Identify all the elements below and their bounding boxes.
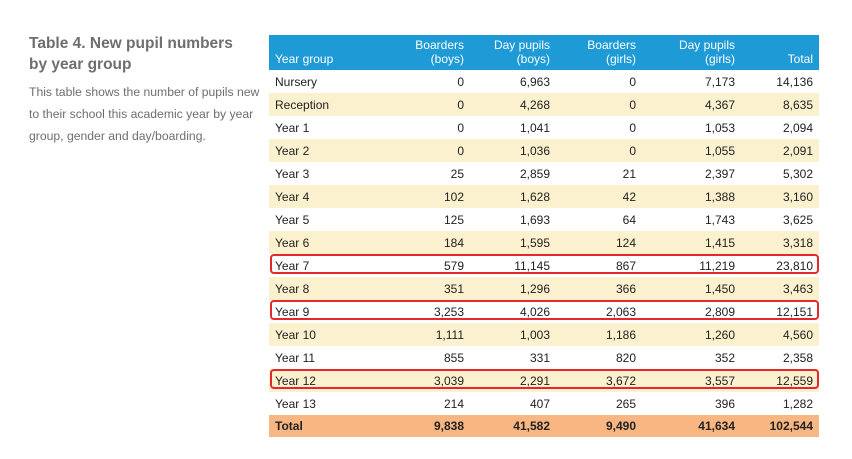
value-cell: 1,003 bbox=[470, 323, 556, 346]
year-group-cell: Year 13 bbox=[269, 392, 373, 415]
year-group-cell: Year 3 bbox=[269, 162, 373, 185]
table-row bbox=[269, 323, 819, 346]
header-label: Boarders bbox=[415, 38, 464, 52]
value-cell: 396 bbox=[642, 392, 741, 415]
value-cell: 3,557 bbox=[642, 369, 741, 392]
pupil-numbers-table bbox=[269, 35, 819, 437]
table-row bbox=[269, 254, 819, 277]
value-cell: 25 bbox=[373, 162, 470, 185]
value-cell: 0 bbox=[373, 139, 470, 162]
value-cell: 2,358 bbox=[741, 346, 819, 369]
table-row bbox=[269, 346, 819, 369]
value-cell: 4,268 bbox=[470, 93, 556, 116]
year-group-cell: Nursery bbox=[269, 70, 373, 93]
year-group-cell: Year 5 bbox=[269, 208, 373, 231]
caption-description: This table shows the number of pupils new to their school this academic year by year group, gender and day/boarding. bbox=[29, 85, 260, 143]
year-group-cell: Year 6 bbox=[269, 231, 373, 254]
value-cell: 3,039 bbox=[373, 369, 470, 392]
total-value-cell: 9,838 bbox=[373, 415, 470, 437]
year-group-cell: Year 2 bbox=[269, 139, 373, 162]
value-cell: 7,173 bbox=[642, 70, 741, 93]
table-header-row bbox=[269, 35, 819, 70]
value-cell: 579 bbox=[373, 254, 470, 277]
year-group-cell: Year 12 bbox=[269, 369, 373, 392]
value-cell: 64 bbox=[556, 208, 642, 231]
value-cell: 125 bbox=[373, 208, 470, 231]
value-cell: 2,859 bbox=[470, 162, 556, 185]
value-cell: 3,463 bbox=[741, 277, 819, 300]
value-cell: 11,145 bbox=[470, 254, 556, 277]
table-row bbox=[269, 208, 819, 231]
value-cell: 4,560 bbox=[741, 323, 819, 346]
value-cell: 2,091 bbox=[741, 139, 819, 162]
value-cell: 2,809 bbox=[642, 300, 741, 323]
value-cell: 4,026 bbox=[470, 300, 556, 323]
header-label: Year group bbox=[275, 52, 334, 66]
table-caption bbox=[29, 33, 261, 147]
total-value-cell: 102,544 bbox=[741, 415, 819, 437]
total-value-cell: 41,582 bbox=[470, 415, 556, 437]
table-row bbox=[269, 300, 819, 323]
value-cell: 124 bbox=[556, 231, 642, 254]
value-cell: 1,282 bbox=[741, 392, 819, 415]
year-group-cell: Year 8 bbox=[269, 277, 373, 300]
table-row bbox=[269, 392, 819, 415]
year-group-cell: Reception bbox=[269, 93, 373, 116]
table-row bbox=[269, 185, 819, 208]
value-cell: 42 bbox=[556, 185, 642, 208]
year-group-cell: Year 1 bbox=[269, 116, 373, 139]
header-label: Day pupils bbox=[678, 38, 735, 52]
value-cell: 0 bbox=[556, 139, 642, 162]
value-cell: 21 bbox=[556, 162, 642, 185]
caption-title-line1: Table 4. New pupil numbers bbox=[29, 35, 233, 52]
header-total bbox=[741, 35, 819, 70]
header-sublabel: (girls) bbox=[705, 52, 735, 66]
header-boarders-boys bbox=[373, 35, 470, 70]
value-cell: 1,415 bbox=[642, 231, 741, 254]
value-cell: 820 bbox=[556, 346, 642, 369]
total-value-cell: 41,634 bbox=[642, 415, 741, 437]
value-cell: 2,063 bbox=[556, 300, 642, 323]
value-cell: 14,136 bbox=[741, 70, 819, 93]
value-cell: 352 bbox=[642, 346, 741, 369]
header-boarders-girls bbox=[556, 35, 642, 70]
caption-title-line2: by year group bbox=[29, 56, 132, 73]
header-sublabel: (boys) bbox=[430, 52, 464, 66]
table-row bbox=[269, 162, 819, 185]
value-cell: 12,559 bbox=[741, 369, 819, 392]
value-cell: 8,635 bbox=[741, 93, 819, 116]
value-cell: 1,260 bbox=[642, 323, 741, 346]
table-row bbox=[269, 139, 819, 162]
table-row bbox=[269, 116, 819, 139]
table-row bbox=[269, 231, 819, 254]
year-group-cell: Year 11 bbox=[269, 346, 373, 369]
value-cell: 0 bbox=[373, 70, 470, 93]
value-cell: 1,053 bbox=[642, 116, 741, 139]
value-cell: 11,219 bbox=[642, 254, 741, 277]
value-cell: 0 bbox=[373, 93, 470, 116]
value-cell: 214 bbox=[373, 392, 470, 415]
value-cell: 1,041 bbox=[470, 116, 556, 139]
header-sublabel: (boys) bbox=[516, 52, 550, 66]
value-cell: 1,036 bbox=[470, 139, 556, 162]
value-cell: 1,628 bbox=[470, 185, 556, 208]
value-cell: 0 bbox=[556, 70, 642, 93]
value-cell: 3,672 bbox=[556, 369, 642, 392]
value-cell: 0 bbox=[373, 116, 470, 139]
value-cell: 102 bbox=[373, 185, 470, 208]
year-group-cell: Year 4 bbox=[269, 185, 373, 208]
header-label: Boarders bbox=[587, 38, 636, 52]
year-group-cell: Year 9 bbox=[269, 300, 373, 323]
value-cell: 1,388 bbox=[642, 185, 741, 208]
header-day-pupils-boys bbox=[470, 35, 556, 70]
value-cell: 1,595 bbox=[470, 231, 556, 254]
table-row bbox=[269, 369, 819, 392]
value-cell: 265 bbox=[556, 392, 642, 415]
value-cell: 1,055 bbox=[642, 139, 741, 162]
value-cell: 2,094 bbox=[741, 116, 819, 139]
value-cell: 2,291 bbox=[470, 369, 556, 392]
total-value-cell: 9,490 bbox=[556, 415, 642, 437]
value-cell: 5,302 bbox=[741, 162, 819, 185]
header-label: Total bbox=[787, 52, 813, 66]
value-cell: 6,963 bbox=[470, 70, 556, 93]
value-cell: 12,151 bbox=[741, 300, 819, 323]
table-row bbox=[269, 93, 819, 116]
table-total-row bbox=[269, 415, 819, 437]
header-year-group bbox=[269, 35, 373, 70]
value-cell: 23,810 bbox=[741, 254, 819, 277]
value-cell: 3,160 bbox=[741, 185, 819, 208]
value-cell: 3,318 bbox=[741, 231, 819, 254]
year-group-cell: Year 7 bbox=[269, 254, 373, 277]
value-cell: 1,296 bbox=[470, 277, 556, 300]
header-sublabel: (girls) bbox=[606, 52, 636, 66]
table-row bbox=[269, 70, 819, 93]
value-cell: 3,625 bbox=[741, 208, 819, 231]
value-cell: 4,367 bbox=[642, 93, 741, 116]
caption-title bbox=[29, 33, 261, 75]
header-label: Day pupils bbox=[493, 38, 550, 52]
year-group-cell: Year 10 bbox=[269, 323, 373, 346]
value-cell: 407 bbox=[470, 392, 556, 415]
value-cell: 331 bbox=[470, 346, 556, 369]
table-row bbox=[269, 277, 819, 300]
value-cell: 1,693 bbox=[470, 208, 556, 231]
value-cell: 351 bbox=[373, 277, 470, 300]
value-cell: 184 bbox=[373, 231, 470, 254]
value-cell: 2,397 bbox=[642, 162, 741, 185]
value-cell: 1,186 bbox=[556, 323, 642, 346]
value-cell: 366 bbox=[556, 277, 642, 300]
total-label-cell: Total bbox=[269, 415, 373, 437]
value-cell: 0 bbox=[556, 93, 642, 116]
value-cell: 1,450 bbox=[642, 277, 741, 300]
value-cell: 1,111 bbox=[373, 323, 470, 346]
value-cell: 855 bbox=[373, 346, 470, 369]
value-cell: 867 bbox=[556, 254, 642, 277]
value-cell: 0 bbox=[556, 116, 642, 139]
value-cell: 3,253 bbox=[373, 300, 470, 323]
header-day-pupils-girls bbox=[642, 35, 741, 70]
value-cell: 1,743 bbox=[642, 208, 741, 231]
